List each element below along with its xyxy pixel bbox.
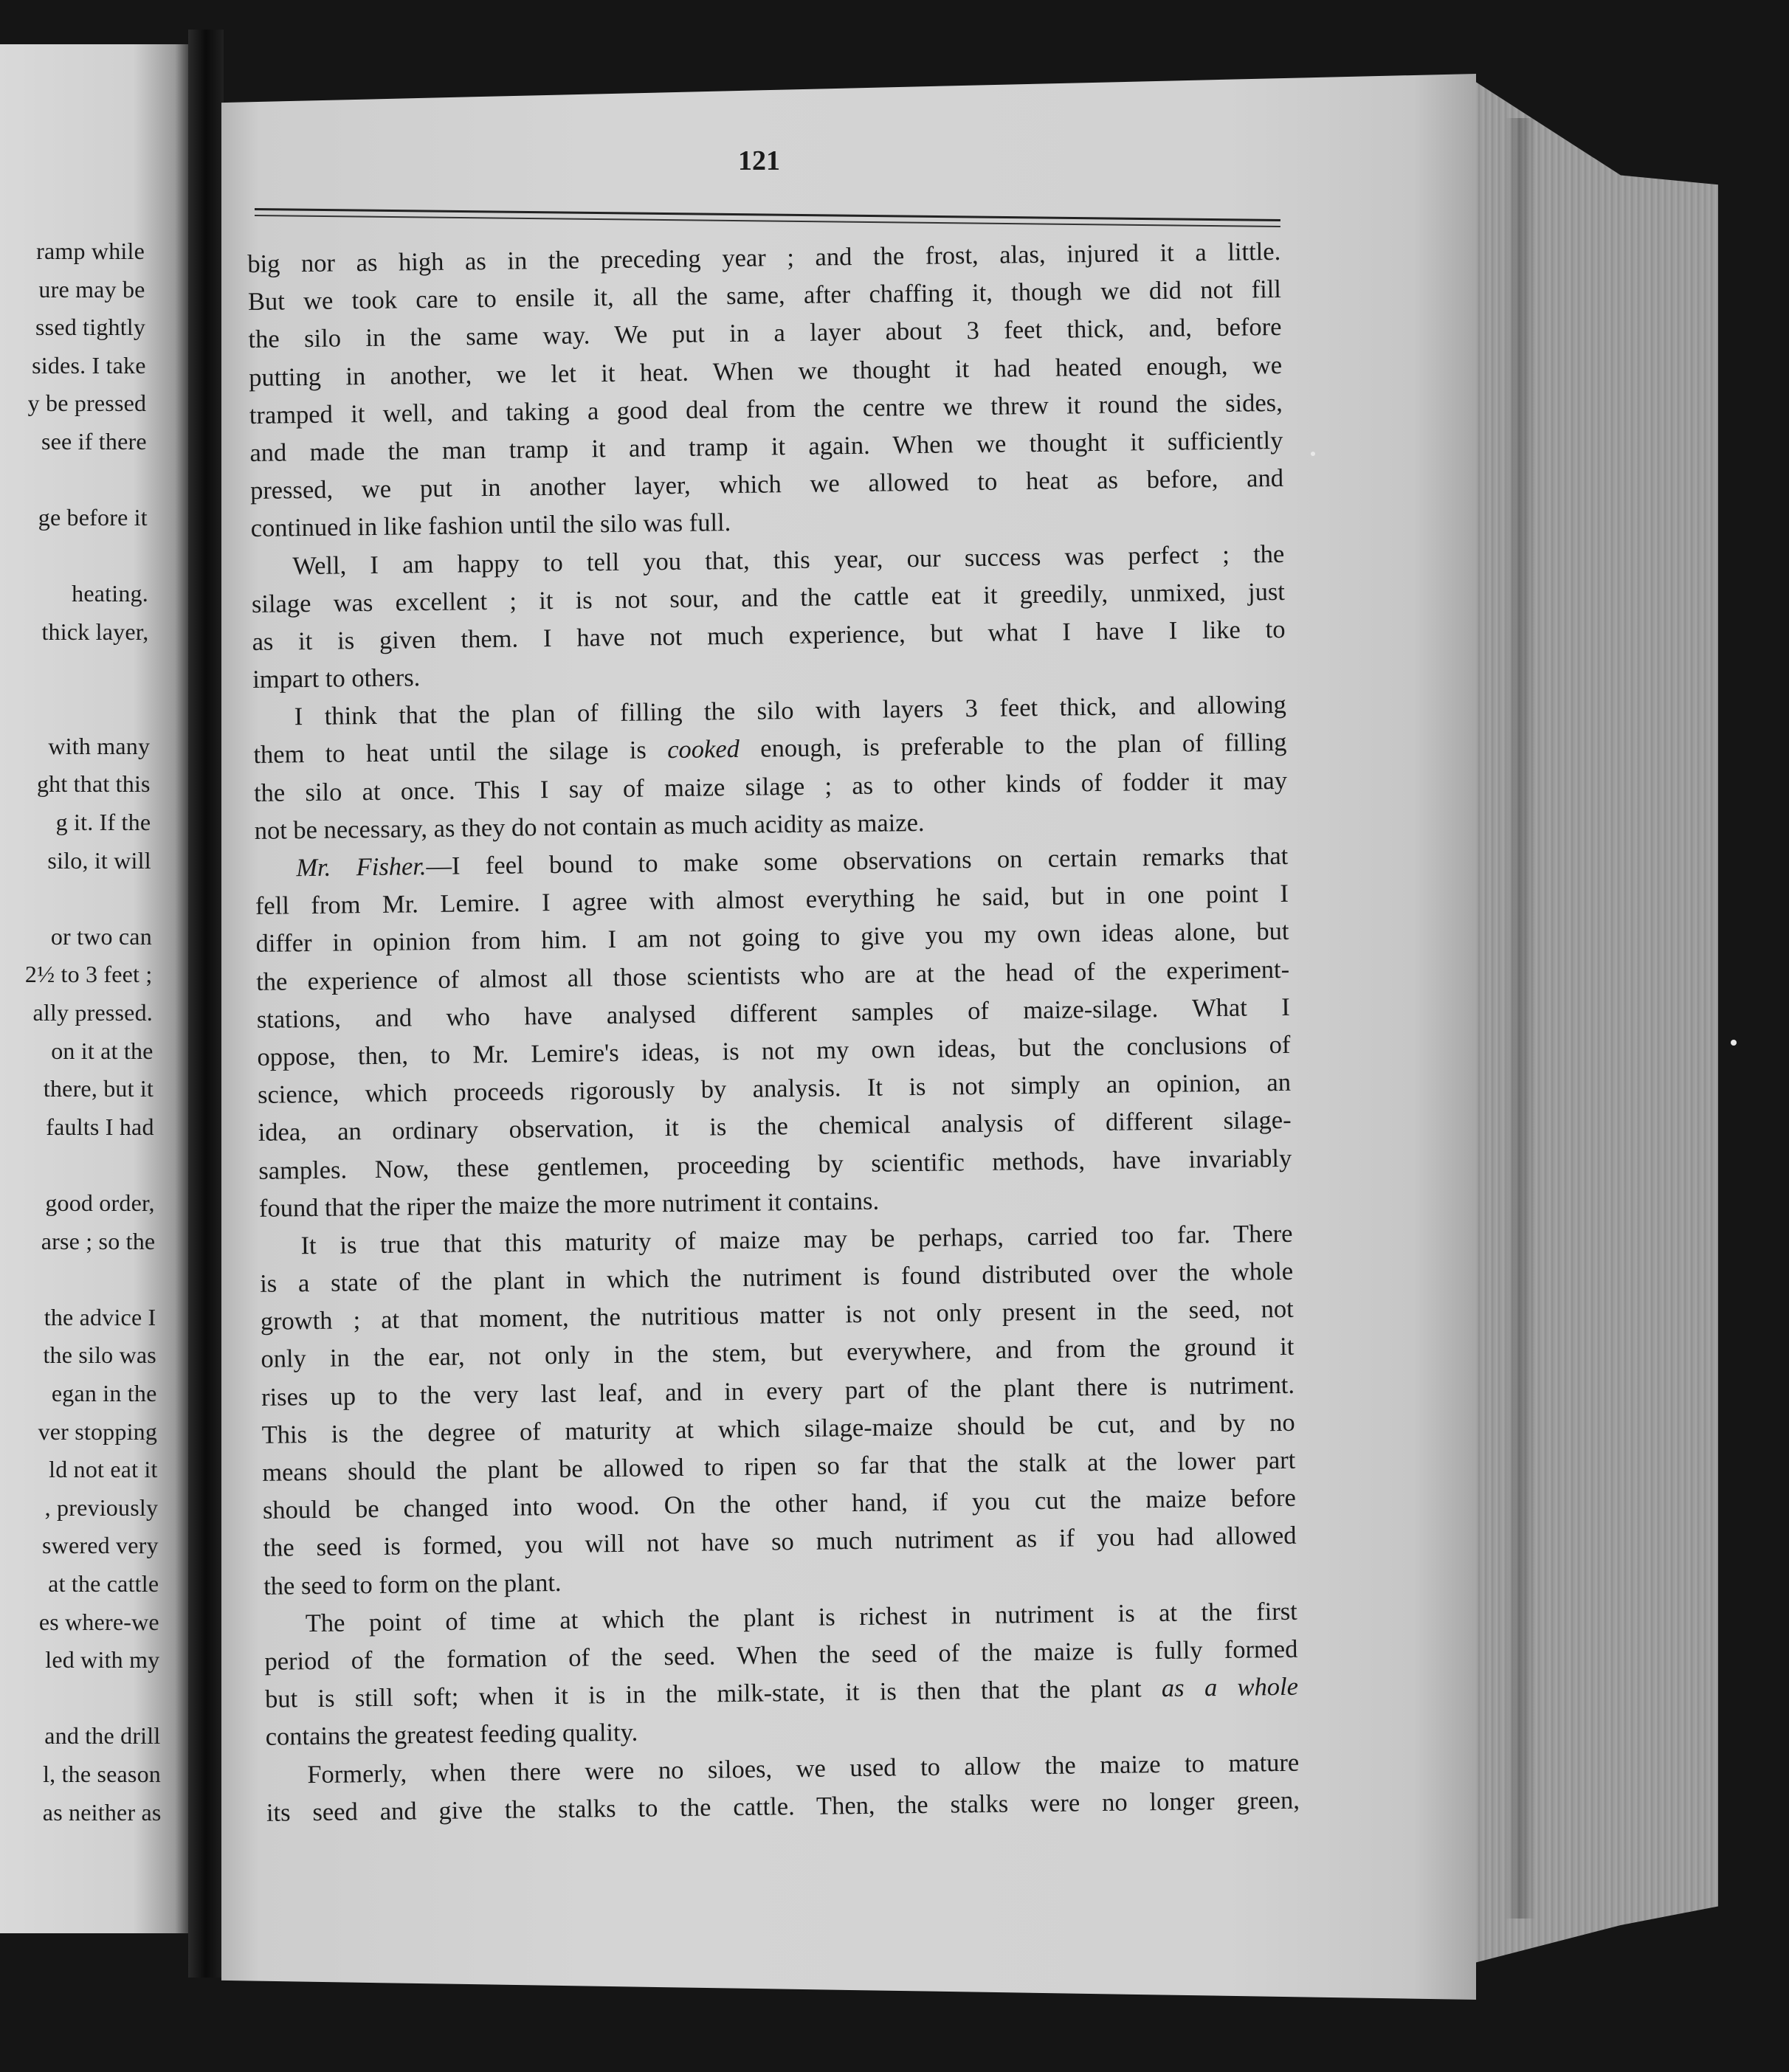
body-line: but is still soft; when it is in the milk-state, it is then that the plant as a whole	[264, 1672, 1299, 1713]
body-line: only in the ear, not only in the stem, but everywhere, and from the ground it	[261, 1333, 1295, 1374]
left-page-line: ramp while	[36, 238, 145, 264]
lint-speck	[1731, 1040, 1737, 1046]
body-line: the silo in the same way. We put in a layer about 3 feet thick, and, before	[248, 313, 1282, 354]
body-line: and made the man tramp it and tramp it again. When we thought it sufficiently	[249, 426, 1283, 467]
left-page-line: faults I had	[46, 1113, 154, 1140]
body-line: the seed to form on the plant.	[263, 1568, 562, 1600]
body-line: period of the formation of the seed. When the seed of the maize is fully formed	[264, 1634, 1298, 1676]
left-page-line: y be pressed	[27, 390, 147, 417]
left-page-line: egan in the	[51, 1380, 157, 1406]
body-line: The point of time at which the plant is richest in nutriment is at the first	[305, 1597, 1297, 1637]
left-page-line: as neither as	[42, 1798, 162, 1826]
body-line: differ in opinion from him. I am not going to give you my own ideas alone, but	[255, 917, 1289, 959]
left-page-line: and the drill	[44, 1722, 161, 1750]
body-line: It is true that this maturity of maize may be perhaps, carried too far. There	[300, 1219, 1293, 1260]
body-line: Well, I am happy to tell you that, this year, our success was perfect ; the	[292, 539, 1285, 580]
body-line: not be necessary, as they do not contain as much acidity as maize.	[254, 808, 925, 845]
body-line: the silo at once. This I say of maize silage ; as to other kinds of fodder it may	[253, 766, 1288, 807]
body-line: the experience of almost all those scientists who are at the head of the experiment-	[255, 955, 1290, 996]
body-line: as it is given them. I have not much experience, but what I have I like to	[252, 615, 1286, 656]
left-page-line: there, but it	[43, 1075, 154, 1102]
body-line: I think that the plan of filling the silo with layers 3 feet thick, and allowing	[294, 691, 1286, 731]
body-line: impart to others.	[252, 663, 421, 694]
left-page-line: g it. If the	[55, 809, 151, 835]
body-line: them to heat until the silage is cooked enough, is preferable to the plan of filling	[253, 728, 1287, 770]
left-page-line: silo, it will	[47, 846, 151, 874]
body-line: silage was excellent ; it is not sour, and the cattle eat it greedily, unmixed, just	[251, 577, 1286, 618]
body-line: Formerly, when there were no siloes, we used to allow the maize to mature	[307, 1748, 1300, 1789]
left-page-line: or two can	[50, 922, 152, 950]
left-facing-page	[0, 44, 190, 1933]
left-page-line: the advice I	[44, 1303, 156, 1330]
body-line: oppose, then, to Mr. Lemire's ideas, is not my own ideas, but the conclusions of	[257, 1030, 1291, 1071]
body-line: continued in like fashion until the silo was full.	[250, 508, 731, 543]
left-page-line: arse ; so the	[41, 1227, 156, 1254]
body-line: the seed is formed, you will not have so much nutriment as if you had allowed	[263, 1522, 1297, 1563]
body-line: Mr. Fisher.—I feel bound to make some observations on certain remarks that	[296, 841, 1289, 883]
left-page-line: heating.	[72, 580, 148, 607]
lint-speck	[1311, 452, 1315, 456]
body-line: stations, and who have analysed different samples of maize-silage. What I	[256, 992, 1290, 1034]
page-number: 121	[738, 145, 780, 176]
left-page-line: ssed tightly	[35, 314, 146, 341]
body-line: means should the plant be allowed to ripen so far that the stalk at the lower part	[262, 1446, 1296, 1487]
book-gutter	[188, 30, 224, 1978]
body-line: rises up to the very last leaf, and in every part of the plant there is nutriment.	[261, 1370, 1295, 1412]
left-page-line: the silo was	[43, 1341, 156, 1369]
body-line: big nor as high as in the preceding year ; and the frost, alas, injured it a little.	[247, 237, 1281, 278]
left-page-line: es where-we	[38, 1608, 159, 1635]
left-page-line: sides. I take	[32, 351, 146, 379]
body-line: its seed and give the stalks to the cattle. Then, the stalks were no longer green,	[266, 1786, 1300, 1827]
body-line: should be changed into wood. On the other hand, if you cut the maize before	[262, 1483, 1297, 1525]
left-page-line: 2½ to 3 feet ;	[24, 961, 153, 988]
body-line: pressed, we put in another layer, which we allowed to heat as before, and	[249, 463, 1284, 505]
body-line: growth ; at that moment, the nutritious matter is not only present in the seed, not	[260, 1295, 1294, 1336]
left-page-line: with many	[48, 732, 151, 759]
left-page-line: , previously	[44, 1493, 159, 1521]
body-line: putting in another, we let it heat. When we thought it had heated enough, we	[248, 350, 1283, 392]
left-page-line: led with my	[45, 1646, 160, 1674]
page-edge-shadow	[1506, 118, 1535, 1919]
body-line: is a state of the plant in which the nutriment is found distributed over the whole	[259, 1257, 1294, 1298]
left-page-line: on it at the	[51, 1037, 154, 1064]
left-page-line: ght that this	[36, 770, 151, 798]
left-page-line: ally pressed.	[32, 999, 153, 1026]
left-page-line: ver stopping	[38, 1417, 158, 1445]
left-page-line: l, the season	[43, 1761, 161, 1787]
left-page-line: ge before it	[38, 504, 148, 531]
left-page-line: ure may be	[38, 275, 145, 303]
body-line: contains the greatest feeding quality.	[265, 1718, 638, 1752]
left-page-line: good order,	[45, 1189, 155, 1216]
left-page-line: see if there	[41, 428, 147, 455]
body-line: science, which proceeds rigorously by analysis. It is not simply an opinion, an	[257, 1068, 1292, 1110]
body-line: found that the riper the maize the more nutriment it contains.	[258, 1187, 880, 1223]
body-line: But we took care to ensile it, all the same, after chaffing it, though we did not fill	[247, 275, 1282, 317]
body-line: idea, an ordinary observation, it is the chemical analysis of different silage-	[258, 1106, 1292, 1147]
left-page-line: swered very	[42, 1532, 159, 1559]
left-page-line: thick layer,	[41, 618, 149, 645]
body-line: fell from Mr. Lemire. I agree with almost everything he said, but in one point I	[255, 880, 1289, 921]
page-body-text	[247, 233, 1300, 1832]
left-page-line: ld not eat it	[49, 1456, 158, 1483]
body-line: This is the degree of maturity at which silage-maize should be cut, and by no	[261, 1408, 1295, 1449]
left-page-line: at the cattle	[48, 1570, 159, 1597]
body-line: samples. Now, these gentlemen, proceeding by scientific methods, have invariably	[258, 1144, 1292, 1185]
body-line: tramped it well, and taking a good deal from the centre we threw it round the sides,	[249, 388, 1283, 429]
